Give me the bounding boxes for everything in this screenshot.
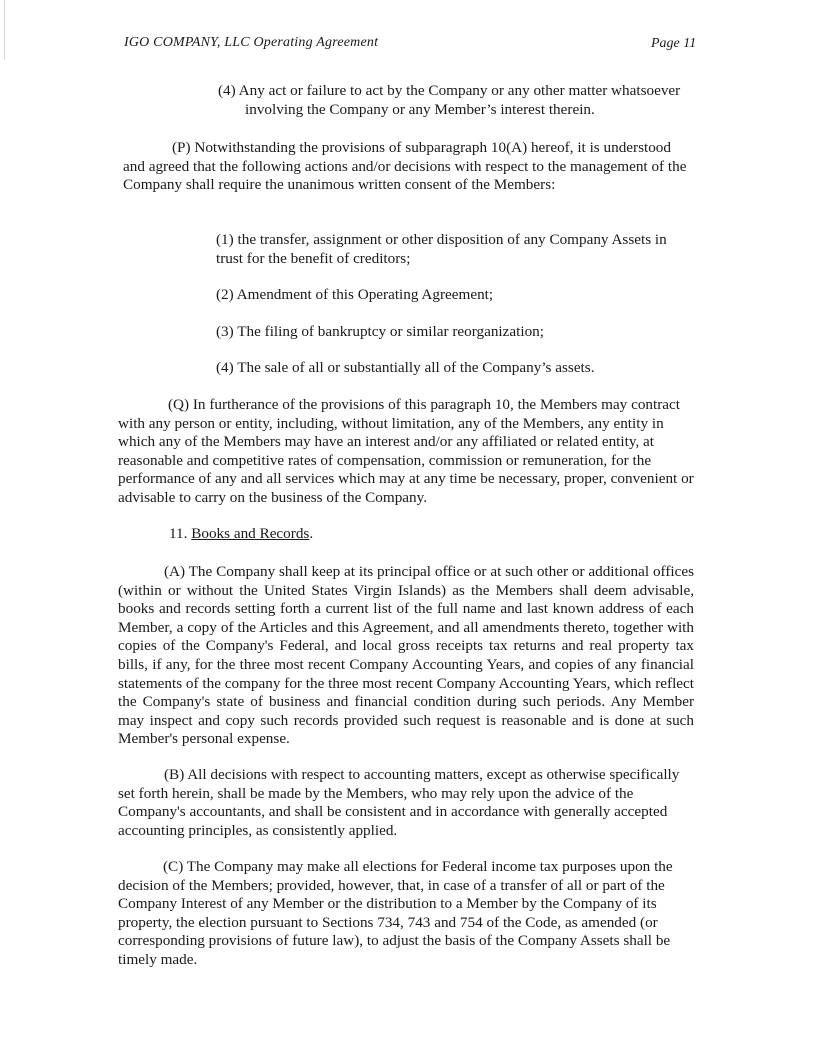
page-number: Page 11 — [651, 36, 697, 51]
section-11-title: Books and Records — [191, 525, 310, 542]
scan-edge-mark — [4, 0, 5, 60]
section-11-number: 11. — [169, 525, 192, 542]
subparagraph-o-item-4: (4) Any act or failure to act by the Company or any other matter whatsoever involving the Company or any Member’s interest therein. — [218, 82, 681, 118]
list-item-3: (3) The filing of bankruptcy or similar reorganization; — [216, 323, 544, 340]
document-header-title: IGO COMPANY, LLC Operating Agreement — [124, 35, 379, 50]
list-item-2: (2) Amendment of this Operating Agreement; — [216, 286, 494, 303]
section-11-period: . — [309, 525, 314, 542]
list-item-4: (4) The sale of all or substantially all of the Company’s assets. — [216, 359, 595, 376]
paragraph-b: (B) All decisions with respect to accounting matters, except as otherwise specifically set forth herein, shall be made by the Members, who may rely upon the advice of the Company's accountants, and shall be consistent and in accordance with generally accepted accounting principles, as consistently applied. — [118, 766, 680, 839]
paragraph-p: (P) Notwithstanding the provisions of subparagraph 10(A) hereof, it is understood and agreed that the following actions and/or decisions with respect to the management of the Company shall require the unanimous written consent of the Members: — [123, 139, 687, 194]
paragraph-a: (A) The Company shall keep at its principal office or at such other or additional offices (within or without the United States Virgin Islands) as the Members shall deem advisable, books and records setting forth a current list of the full name and last known address of each Member, a copy of the Articles and this Agreement, and all amendments thereto, together with copies of the Company's Federal, and local gross receipts tax returns and real property tax bills, if any, for the three most recent Company Accounting Years, and copies of any financial statements of the company for the three most recent Company Accounting Years, which reflect the Company's state of business and financial condition during such periods. Any Member may inspect and copy such records provided such request is reasonable and is done at such Member's personal expense. — [118, 563, 694, 748]
list-item-1: (1) the transfer, assignment or other disposition of any Company Assets in trust for the benefit of creditors; — [216, 231, 667, 267]
paragraph-q: (Q) In furtherance of the provisions of this paragraph 10, the Members may contract with any person or entity, including, without limitation, any of the Members, any entity in which any of the Members may have an interest and/or any affiliated or related entity, at reasonable and competitive rates of compensation, commission or remuneration, for the performance of any and all services which may at any time be necessary, proper, convenient or advisable to carry on the business of the Company. — [118, 396, 694, 506]
section-11-heading — [169, 525, 313, 544]
paragraph-c: (C) The Company may make all elections for Federal income tax purposes upon the decision of the Members; provided, however, that, in case of a transfer of all or part of the Company Interest of any Member or the distribution to a Member by the Company of its property, the election pursuant to Sections 734, 743 and 754 of the Code, as amended (or corresponding provisions of future law), to adjust the basis of the Company Assets shall be timely made. — [118, 858, 673, 968]
